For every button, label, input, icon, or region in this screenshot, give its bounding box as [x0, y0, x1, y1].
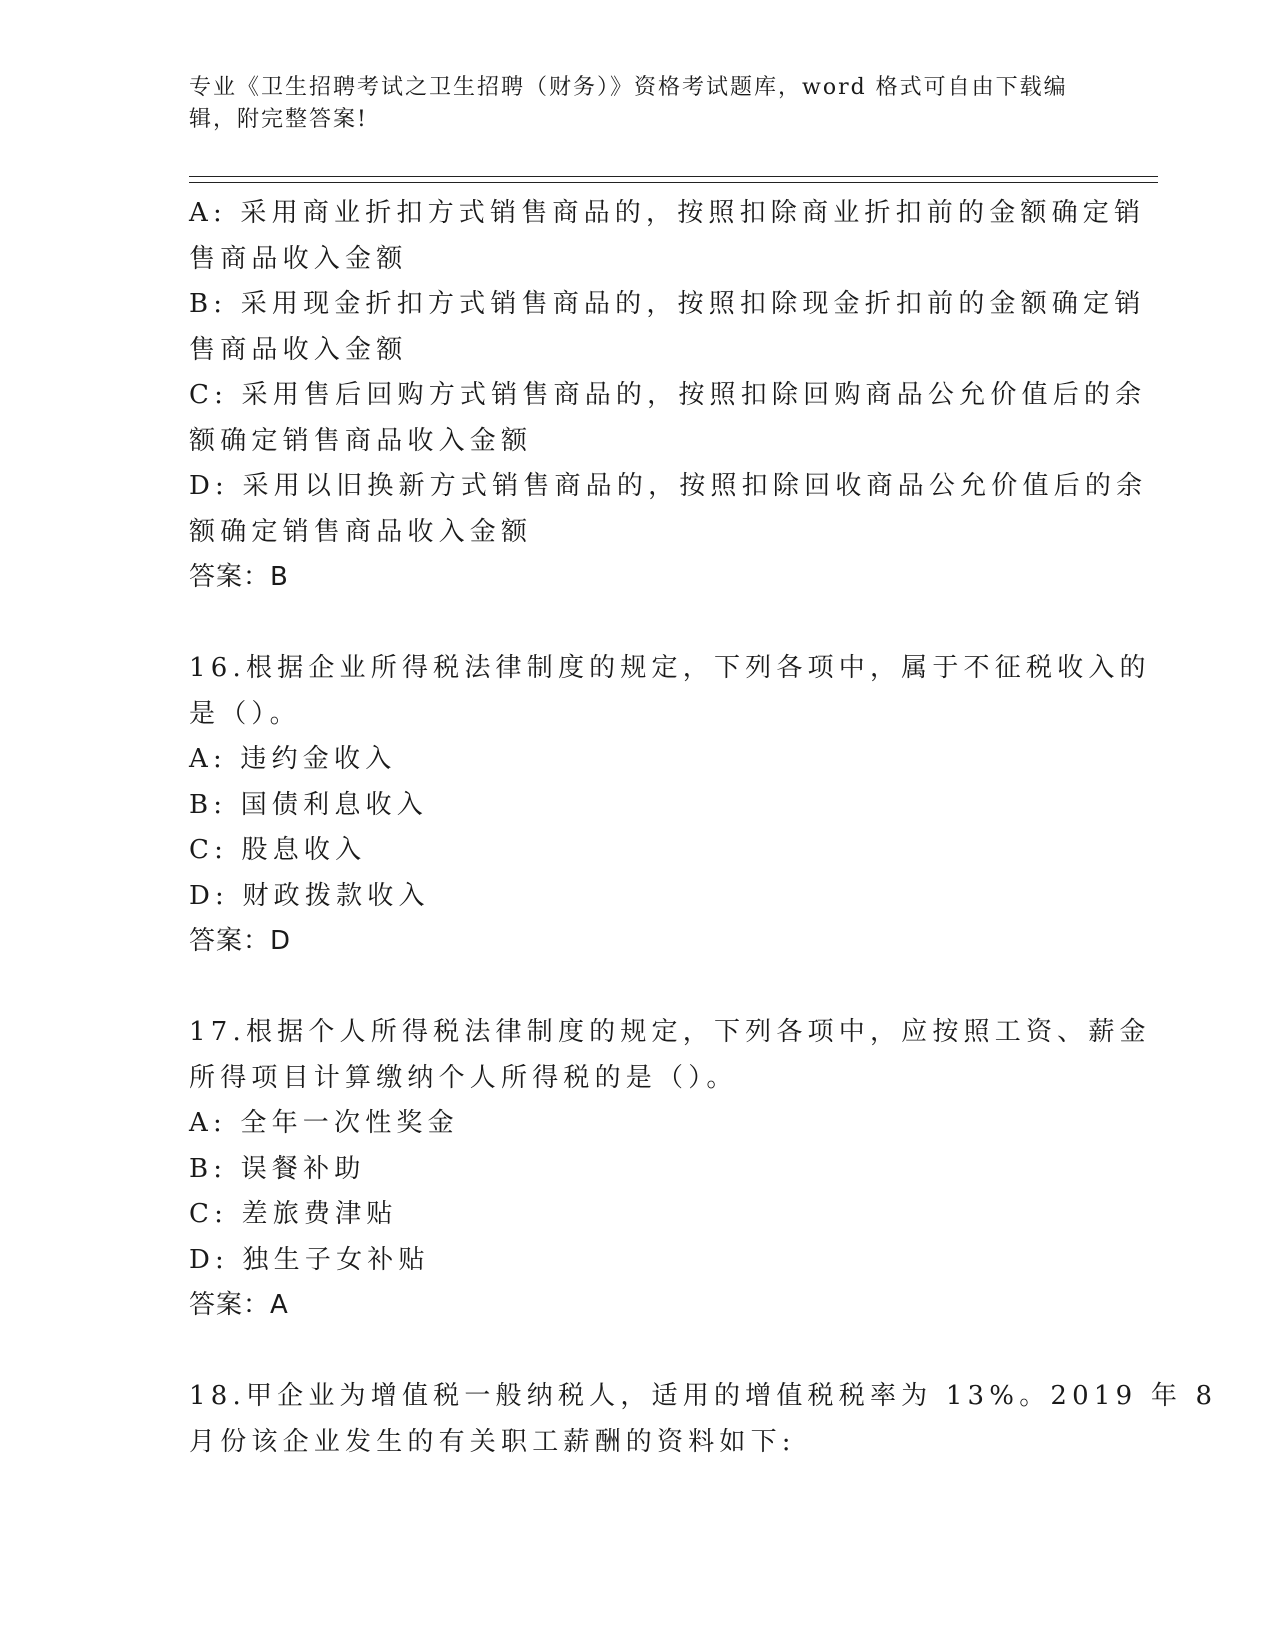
question-stem: 16.根据企业所得税法律制度的规定，下列各项中，属于不征税收入的 [189, 653, 1151, 683]
option-line: A: 采用商业折扣方式销售商品的，按照扣除商业折扣前的金额确定销 [189, 198, 1146, 228]
spacer [189, 1329, 1089, 1375]
option-b: B: 国债利息收入 [189, 789, 428, 820]
question-stem: 17.根据个人所得税法律制度的规定，下列各项中，应按照工资、薪金 [189, 1017, 1151, 1047]
answer-line: 答案：D [189, 926, 292, 956]
question-block [189, 191, 1148, 601]
option-c [189, 373, 1147, 464]
question-block [189, 1010, 1151, 1329]
option-b [189, 282, 1146, 373]
option-b: B: 误餐补助 [189, 1153, 366, 1184]
option-d: D: 财政拨款收入 [189, 880, 430, 911]
option-line: D: 采用以旧换新方式销售商品的，按照扣除回收商品公允价值后的余 [189, 471, 1148, 501]
option-a: A: 全年一次性奖金 [189, 1108, 459, 1138]
spacer [189, 965, 1089, 1011]
option-c: C: 股息收入 [189, 835, 367, 865]
answer-line: 答案：A [189, 1290, 289, 1320]
question-stem: 18.甲企业为增值税一般纳税人，适用的增值税税率为 13%。2019 年 8 [189, 1381, 1218, 1411]
question-stem: 月份该企业发生的有关职工薪酬的资料如下: [189, 1426, 796, 1457]
question-block [189, 646, 1151, 965]
option-line: C: 采用售后回购方式销售商品的，按照扣除回购商品公允价值后的余 [189, 380, 1147, 410]
spacer [189, 601, 1089, 647]
header-divider-bottom [189, 182, 1158, 183]
option-line: 售商品收入金额 [189, 243, 408, 274]
option-line: 额确定销售商品收入金额 [189, 516, 533, 547]
question-stem: 所得项目计算缴纳个人所得税的是（）。 [189, 1062, 738, 1093]
header-divider-top [189, 176, 1158, 177]
option-a [189, 191, 1146, 282]
answer-line: 答案：B [189, 562, 289, 592]
option-line: B: 采用现金折扣方式销售商品的，按照扣除现金折扣前的金额确定销 [189, 289, 1146, 319]
question-block [189, 1374, 1218, 1465]
document-header: 专业《卫生招聘考试之卫生招聘（财务）》资格考试题库，word 格式可自由下载编辑，附完整答案! [189, 75, 1068, 132]
question-list [189, 191, 1218, 1465]
option-d [189, 464, 1148, 555]
option-d: D: 独生子女补贴 [189, 1244, 430, 1275]
option-line: 额确定销售商品收入金额 [189, 425, 533, 456]
question-stem: 是（）。 [189, 698, 301, 729]
option-a: A: 违约金收入 [189, 744, 397, 774]
option-line: 售商品收入金额 [189, 334, 408, 365]
option-c: C: 差旅费津贴 [189, 1199, 398, 1229]
